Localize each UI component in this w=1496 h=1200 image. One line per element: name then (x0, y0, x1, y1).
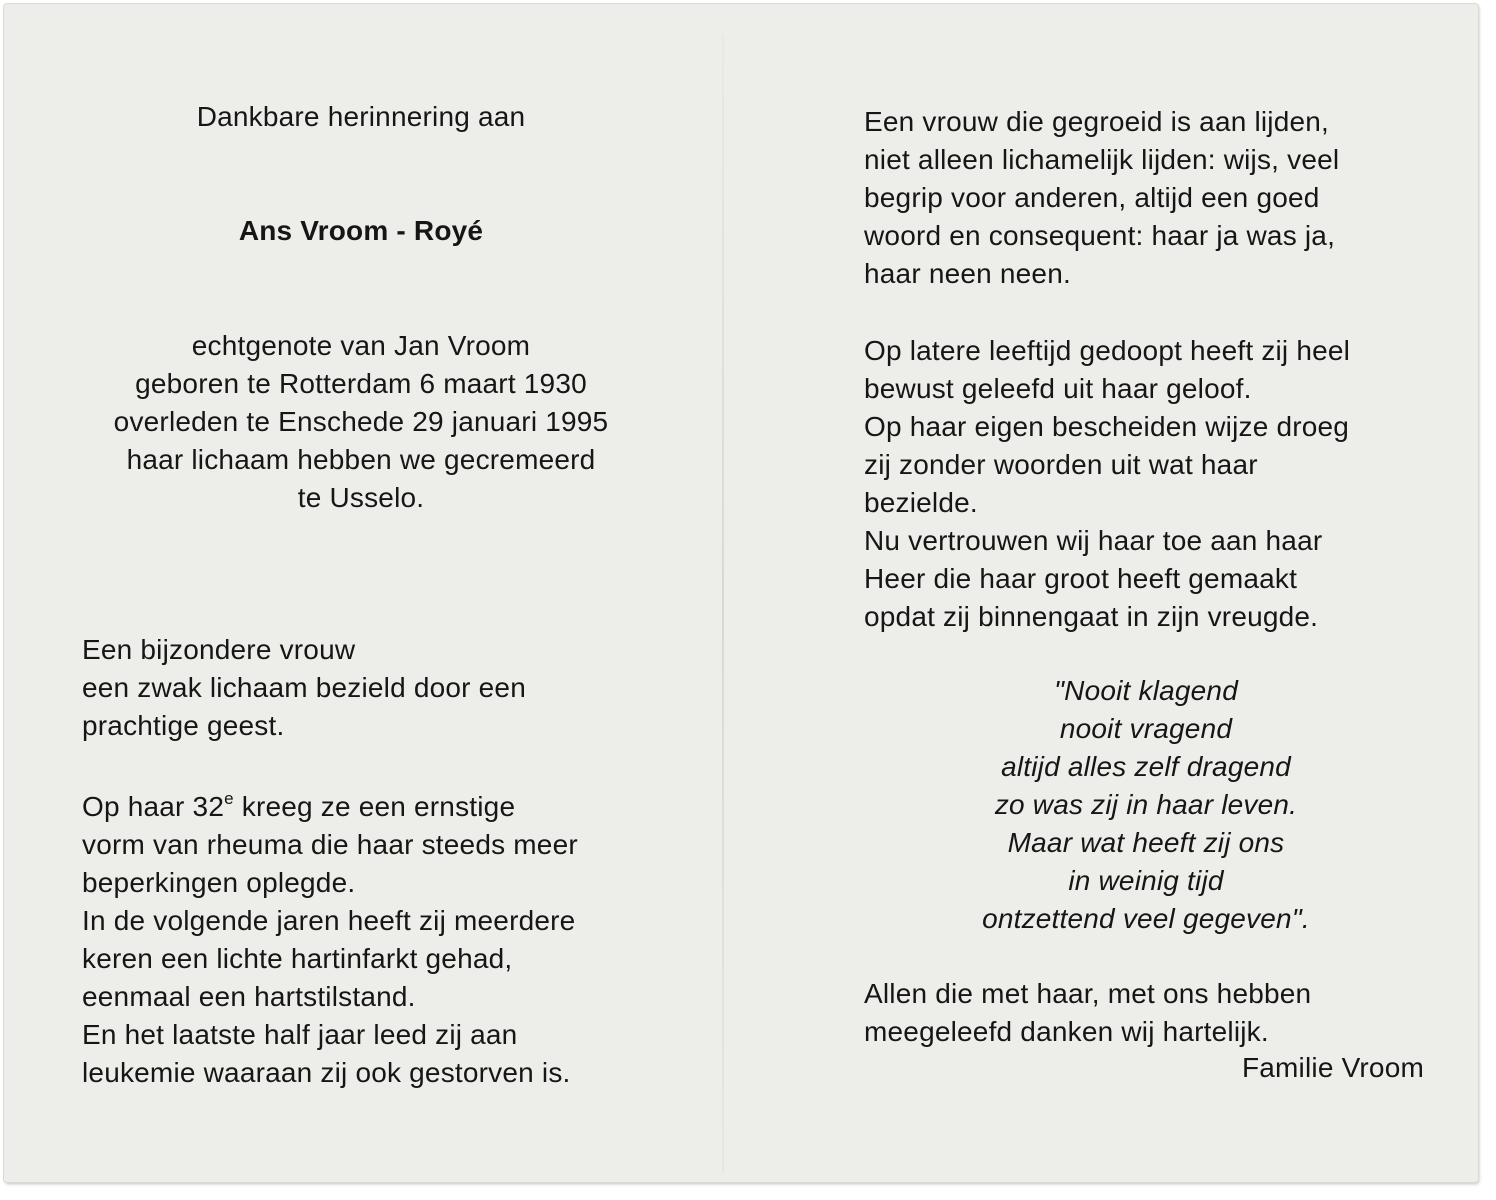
text-line: bewust geleefd uit haar geloof. (864, 373, 1252, 404)
text-line: beperkingen oplegde. (82, 867, 356, 898)
poem-line: Maar wat heeft zij ons (1007, 827, 1285, 858)
right-paragraph-1 (864, 103, 1339, 293)
text-line: zij zonder woorden uit wat haar (864, 449, 1258, 480)
detail-line: overleden te Enschede 29 januari 1995 (113, 406, 609, 437)
poem-line: in weinig tijd (1068, 865, 1224, 896)
ordinal-superscript: e (224, 788, 234, 808)
family-signature (864, 1049, 1424, 1087)
text-line: vorm van rheuma die haar steeds meer (82, 829, 578, 860)
poem-line: "Nooit klagend (1054, 675, 1238, 706)
text-line: In de volgende jaren heeft zij meerdere (82, 905, 576, 936)
text-line: Allen die met haar, met ons hebben (864, 978, 1312, 1009)
text-fragment: Op haar 32 (82, 791, 225, 822)
text-line: En het laatste half jaar leed zij aan (82, 1019, 518, 1050)
detail-line: geboren te Rotterdam 6 maart 1930 (135, 368, 587, 399)
poem-line: ontzettend veel gegeven". (982, 903, 1310, 934)
text-fragment: kreeg ze een ernstige (233, 791, 516, 822)
card-fold-line (722, 34, 724, 1174)
text-line: Op latere leeftijd gedoopt heeft zij heel (864, 335, 1351, 366)
text-line: keren een lichte hartinfarkt gehad, (82, 943, 513, 974)
right-paragraph-2 (864, 332, 1350, 636)
text-line: Een bijzondere vrouw (82, 634, 356, 665)
poem (864, 672, 1428, 938)
detail-line: echtgenote van Jan Vroom (191, 330, 531, 361)
intro-heading (78, 98, 644, 136)
text-line: Een vrouw die gegroeid is aan lijden, (864, 106, 1330, 137)
text-line: leukemie waaraan zij ook gestorven is. (82, 1057, 571, 1088)
detail-line: te Usselo. (297, 482, 425, 513)
poem-line: nooit vragend (1059, 713, 1233, 744)
text-line: haar neen neen. (864, 258, 1071, 289)
poem-line: altijd alles zelf dragend (1001, 751, 1291, 782)
text-line-with-superscript (82, 788, 578, 826)
poem-line: zo was zij in haar leven. (994, 789, 1298, 820)
text-line: Nu vertrouwen wij haar toe aan haar (864, 525, 1323, 556)
name-line: Ans Vroom - Royé (238, 215, 484, 246)
left-paragraph-2 (82, 788, 578, 1092)
closing-text (864, 975, 1311, 1051)
text-line: niet alleen lichamelijk lijden: wijs, veel (864, 144, 1340, 175)
deceased-name (78, 212, 644, 250)
signature-line: Familie Vroom (1241, 1052, 1424, 1083)
text-line: meegeleefd danken wij hartelijk. (864, 1016, 1269, 1047)
heading-line: Dankbare herinnering aan (196, 101, 526, 132)
text-line: begrip voor anderen, altijd een goed (864, 182, 1320, 213)
text-line: bezielde. (864, 487, 978, 518)
text-line: opdat zij binnengaat in zijn vreugde. (864, 601, 1319, 632)
life-details (78, 327, 644, 517)
text-line: een zwak lichaam bezield door een (82, 672, 526, 703)
text-line: eenmaal een hartstilstand. (82, 981, 416, 1012)
text-line: woord en consequent: haar ja was ja, (864, 220, 1336, 251)
detail-line: haar lichaam hebben we gecremeerd (126, 444, 596, 475)
text-line: Op haar eigen bescheiden wijze droeg (864, 411, 1350, 442)
text-line: Heer die haar groot heeft gemaakt (864, 563, 1298, 594)
left-paragraph-1 (82, 631, 526, 745)
text-line: prachtige geest. (82, 710, 285, 741)
